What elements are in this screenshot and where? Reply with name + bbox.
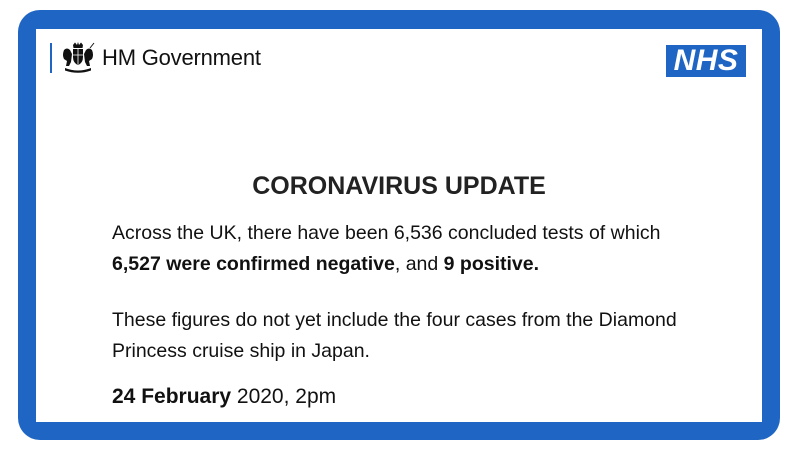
notice-frame <box>18 10 780 440</box>
update-date: 24 February <box>112 385 232 408</box>
update-year-time: 2020, 2pm <box>231 385 337 408</box>
page-title: CORONAVIRUS UPDATE <box>252 172 546 200</box>
results-text-middle: , and <box>394 253 444 275</box>
negative-results-count: 6,527 were confirmed negative <box>112 253 395 275</box>
government-divider <box>50 43 52 73</box>
government-name: HM Government <box>102 45 261 70</box>
positive-results-count: 9 positive. <box>443 253 540 275</box>
test-results-paragraph <box>112 218 692 280</box>
nhs-logo: NHS <box>666 45 746 77</box>
royal-coat-of-arms-icon <box>60 42 96 74</box>
exclusion-note-paragraph: These figures do not yet include the four cases from the Diamond Princess cruise ship in Japan. <box>112 309 677 362</box>
update-timestamp <box>112 384 336 410</box>
notice-card <box>36 29 762 422</box>
results-text-intro: Across the UK, there have been 6,536 concluded tests of which <box>112 222 661 244</box>
